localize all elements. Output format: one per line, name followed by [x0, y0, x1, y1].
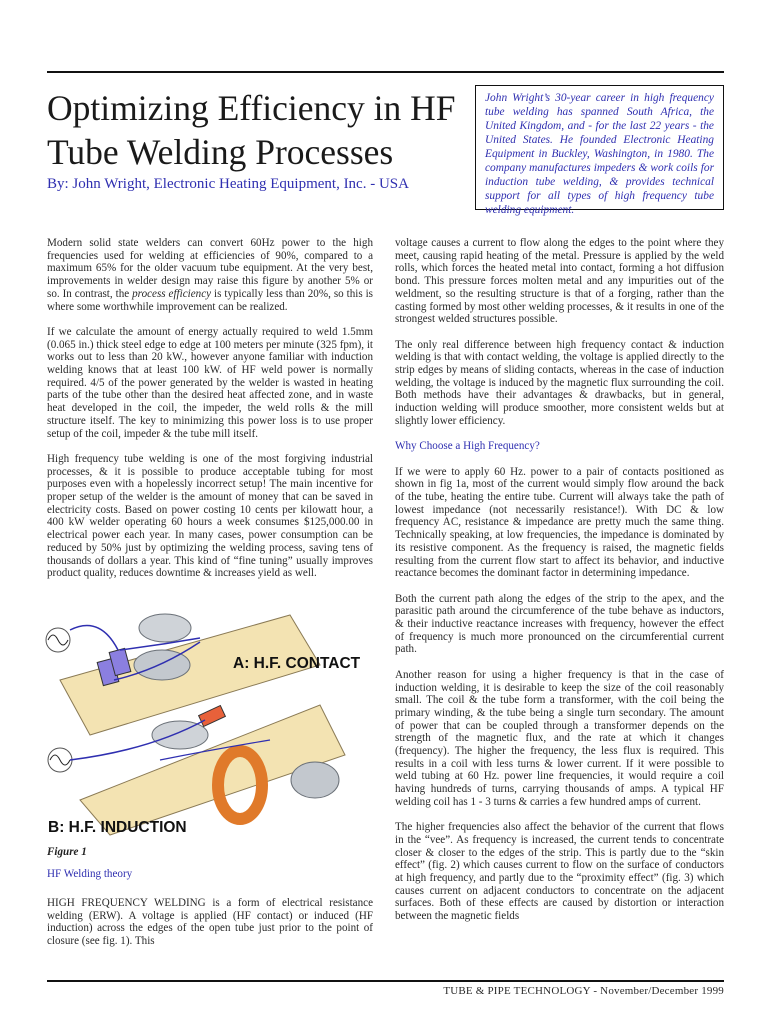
- bottom-rule: [47, 980, 724, 982]
- paragraph: If we calculate the amount of energy actually required to weld 1.5mm (0.065 in.) thick steel edge to edge at 100 meters per minute (325 fpm), it works out to less than 20 kW., however anyone familiar with induction welding knows that at least 100 kW. of HF weld power is normally required. 4/5 of the power generated by the welder is wasted in heating parts of the tube other than the desired heat affected zone, and in waste heat developed in the coil, the impeder, the weld rolls & the mill structure itself. The key to minimizing this power loss is to use proper setup of the coil, impeder & the tube mill itself.: [47, 325, 373, 440]
- paragraph: If we were to apply 60 Hz. power to a pair of contacts positioned as shown in fig 1a, most of the current would simply flow around the back of the tube, heating the entire tube. Current will always take the path of lowest impedance (not necessarily resistance!). With DC & low frequency AC, resistance & impedance are pretty much the same thing. Technically speaking, at low frequencies, the impedance is dominated by its resistive component. As the frequency is raised, the magnetic fields resulting from the current flow start to affect its behavior, and inductive reactance becomes the dominant factor in determining impedance.: [395, 465, 724, 580]
- figure-hf-welding-diagram: [40, 610, 380, 840]
- emphasis: process efficiency: [132, 287, 212, 300]
- paragraph: voltage causes a current to flow along the edges to the point where they meet, causing rapid heating of the metal. Pressure is applied by the weld rolls, which forces the heated metal into contact, forming a hot diffusion bond. This pressure forces molten metal and any impurities out of the weldment, so the resulting structure is that of a forging, rather than the casting formed by most other welding processes, & it results in one of the strongest welded structures possible.: [395, 237, 724, 326]
- figure-title: HF Welding theory: [47, 868, 133, 880]
- paragraph: Both the current path along the edges of the strip to the apex, and the parasitic path around the circumference of the tube behave as inductors, & their inductive reactance increases with frequency, however the effect of frequency is much more pronounced on the circumferential current path.: [395, 592, 724, 656]
- author-bio-box: John Wright’s 30-year career in high frequency tube welding has spanned South Africa, the United Kingdom, and - for the last 22 years - the United States. He founded Electronic Heating Equipment in Buckley, Washington, in 1980. The company manufactures impeders & work coils for induction tube welding, & provides technical support for all types of high frequency tube welding equipment.: [475, 85, 724, 210]
- figure-caption: Figure 1: [47, 846, 87, 858]
- section-heading: Why Choose a High Frequency?: [395, 440, 540, 453]
- column-right: [395, 237, 724, 936]
- column-left: [47, 237, 373, 593]
- hf-contact-illustration: [46, 614, 320, 735]
- paragraph: The higher frequencies also affect the behavior of the current that flows in the “vee”. As frequency is increased, the current tends to concentrate closer & closer to the edges of the strip. This is partly due to the “skin effect” (fig. 2) which causes current to flow on the surface of conductors at high frequency, and partly due to the “proximity effect” (fig. 3) which causes current on adjacent conductors to concentrate on the adjacent surfaces. Both of these effects are caused by distortion or interaction between the magnetic fields: [395, 821, 724, 923]
- article-title: Optimizing Efficiency in HF Tube Welding Processes: [47, 88, 456, 172]
- byline: By: John Wright, Electronic Heating Equipment, Inc. - USA: [47, 176, 409, 192]
- paragraph: The only real difference between high frequency contact & induction welding is that with contact welding, the voltage is applied directly to the strip edges by means of sliding contacts, whereas in the case of induction welding, the voltage is induced by the magnetic flux surrounding the coil. Both methods have their advantages & drawbacks, but in general, induction welding will produce smoother, more consistent welds but at slightly lower efficiency.: [395, 338, 724, 427]
- top-rule: [47, 71, 724, 73]
- paragraph: High frequency tube welding is one of the most forgiving industrial processes, & it is possible to produce acceptable tubing for most purposes even with a hopelessly incorrect setup! The main incentive for proper setup of the welder is the amount of money that can be saved in electricity costs. Based on power costing 10 cents per kilowatt hour, a 400 kW welder operating 60 hours a week consumes $125,000.00 in electrical power each year. In many cases, power consumption can be reduced by 50% just by optimizing the welding process, saving tens of thousands of dollars a year. This kind of “fine tuning” usually improves product quality, reduces downtime & increases yield as well.: [47, 452, 373, 580]
- figure-label-hf-induction: B: H.F. INDUCTION: [48, 819, 187, 836]
- page-footer: TUBE & PIPE TECHNOLOGY - November/December 1999: [443, 985, 724, 997]
- figure-label-hf-contact: A: H.F. CONTACT: [233, 655, 361, 672]
- paragraph: Another reason for using a higher frequency is that in the case of induction welding, it is desirable to keep the size of the coil reasonably small. The coil & the tube form a transformer, with the coil being the primary winding, & the tube being a single turn secondary. The amount of power that can be coupled through a transformer depends on the strength of the magnetic flux, and the rate at which it changes (frequency). The higher the frequency, the less flux is required. This results in a coil with less turns & lower current. If it were possible to weld tubing at 60 Hz. power line frequencies, it would require a coil having hundreds of turns, carrying thousands of amps. A typical HF welding coil has 1 - 3 turns & carries a few hundred amps of current.: [395, 668, 724, 808]
- paragraph: Modern solid state welders can convert 60Hz power to the high frequencies used for welding at efficiencies of 90%, compared to a maximum 65% for the older vacuum tube equipment. At the very best, improvements in welder design may raise this figure by another 5% or so. In contrast, the process efficiency is typically less than 20%, so this is where some worthwhile improvement can be realized.: [47, 237, 374, 313]
- paragraph: HIGH FREQUENCY WELDING is a form of electrical resistance welding (ERW). A voltage is applied (HF contact) or induced (HF induction) across the edges of the open tube just prior to the point of closure (see fig. 1). This: [47, 897, 373, 948]
- column-left-bottom: [47, 897, 373, 961]
